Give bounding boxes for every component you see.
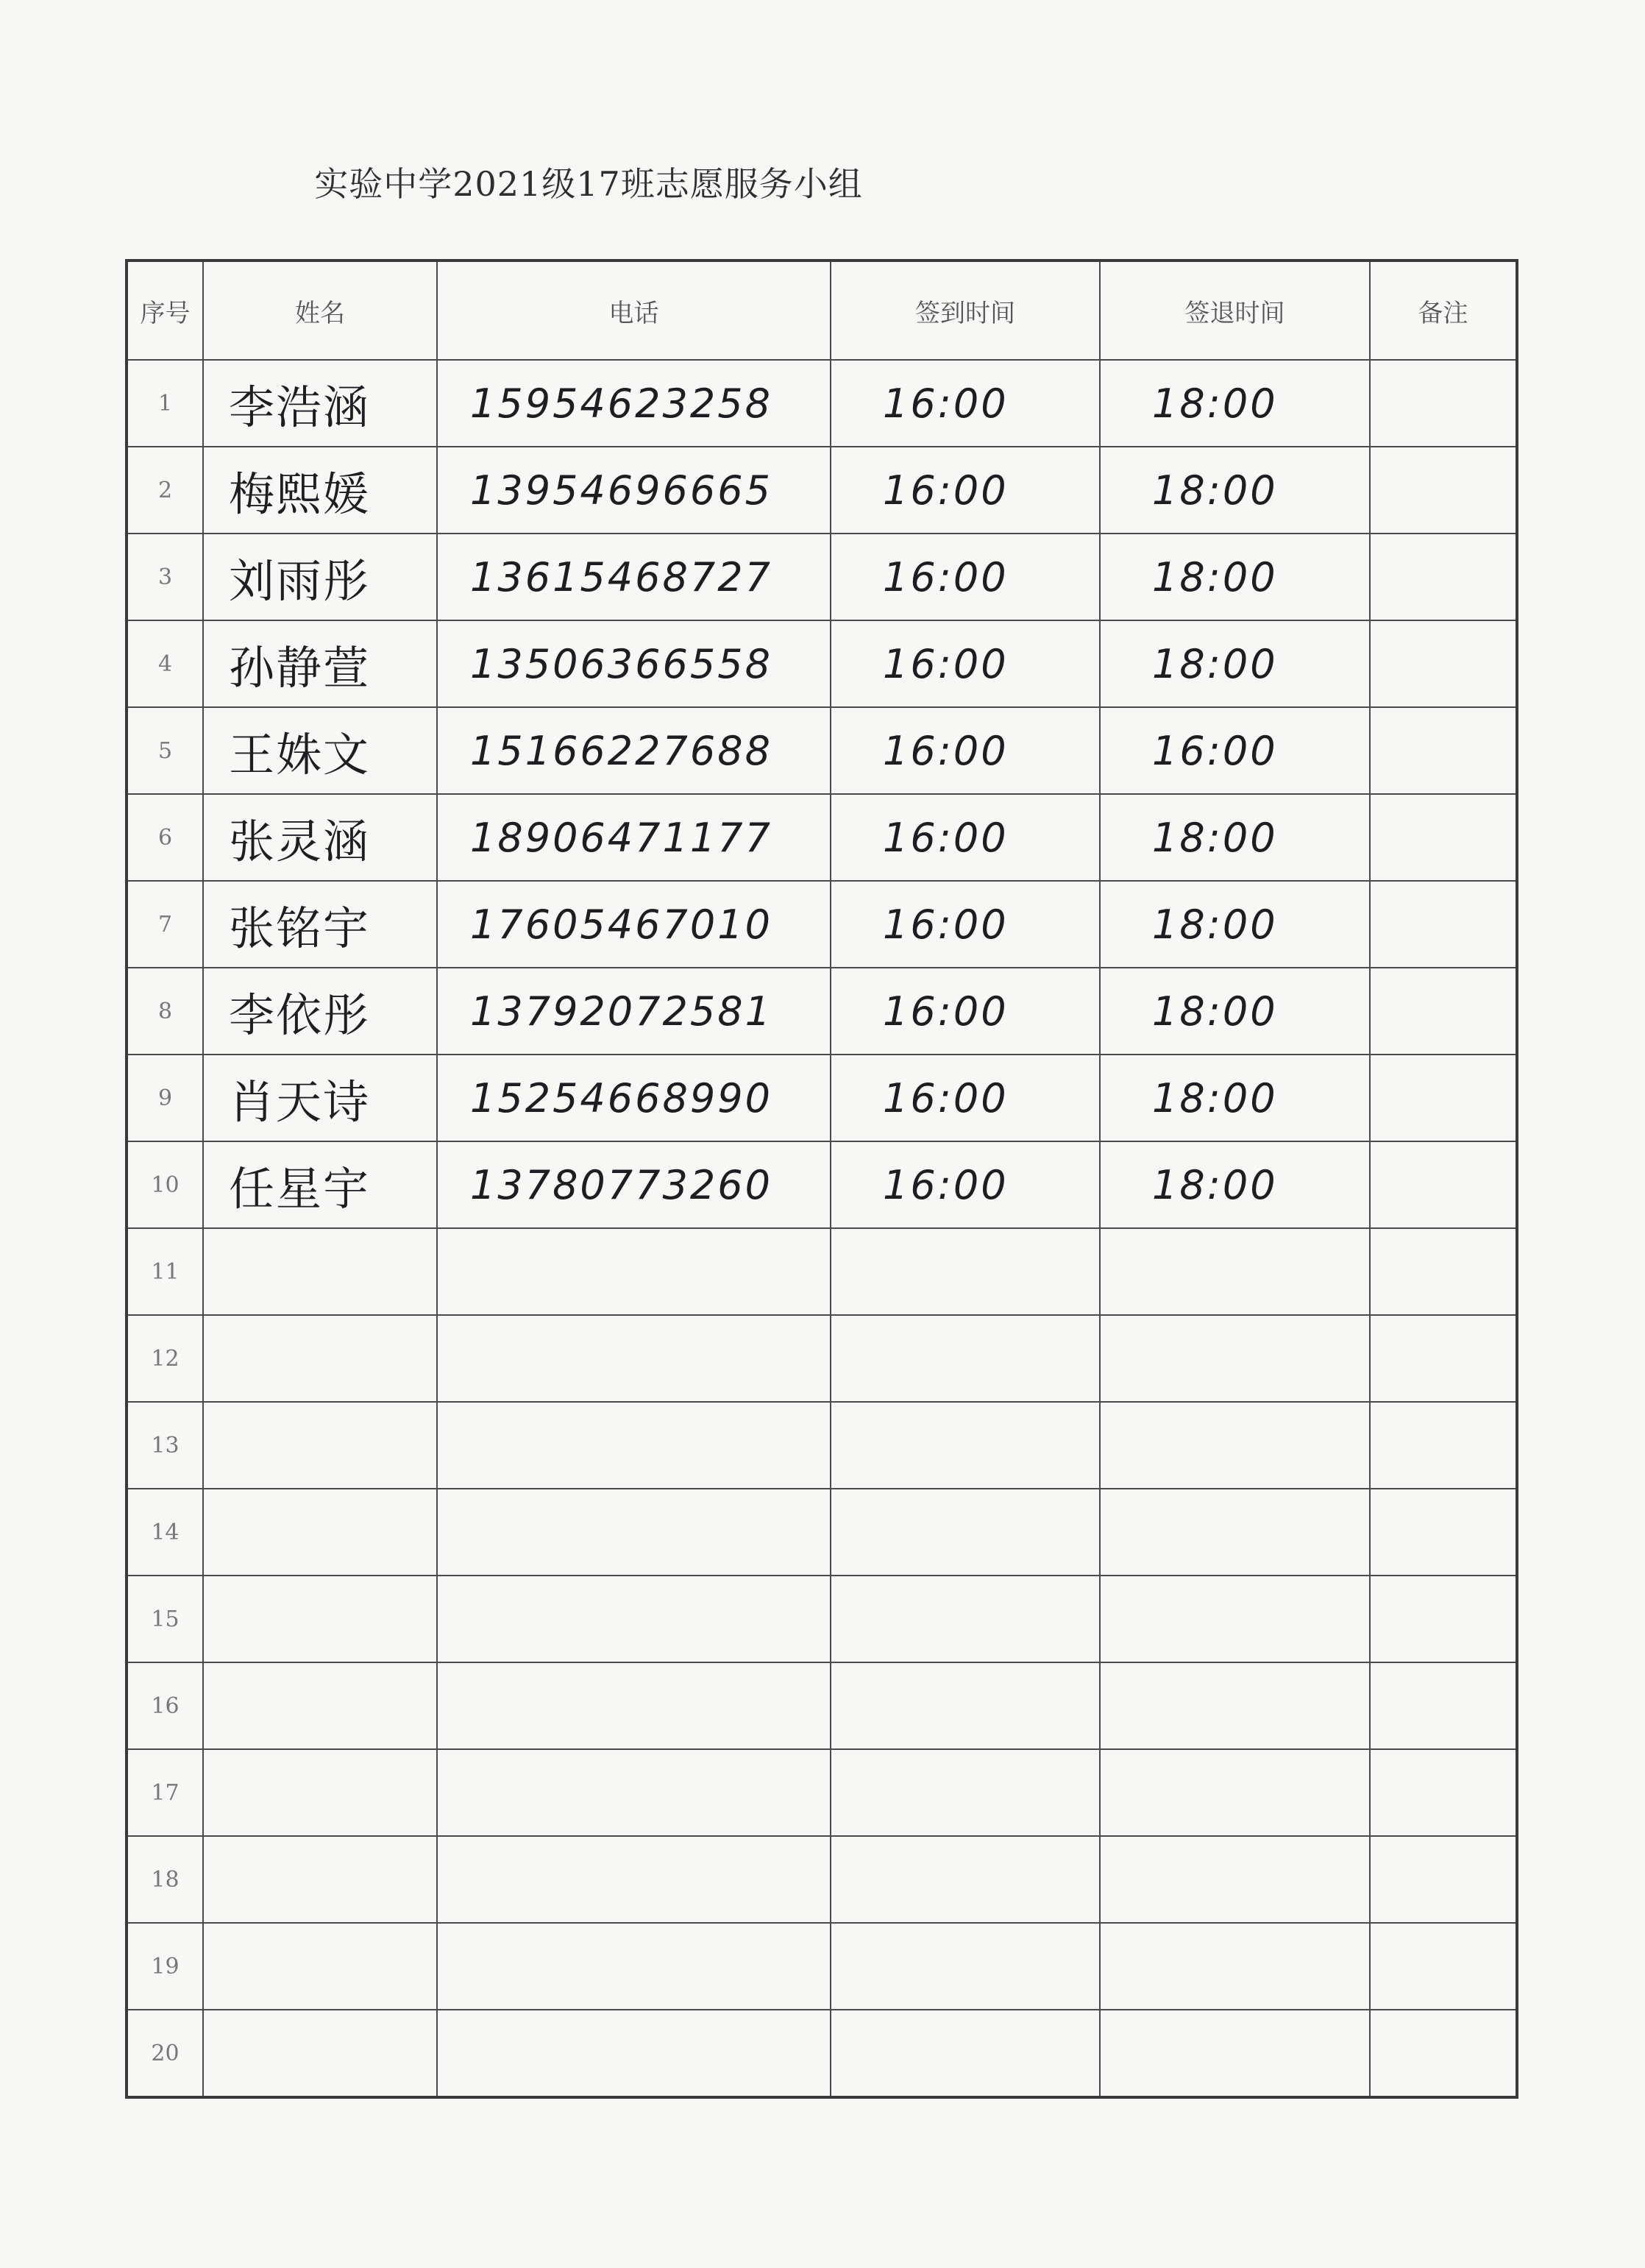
row-index: 20 [127,2010,203,2097]
phone-cell: 15254668990 [437,1055,831,1141]
name-cell: 任星宇 [203,1141,437,1228]
phone-cell: 13780773260 [437,1141,831,1228]
row-index: 12 [127,1315,203,1402]
name-cell [203,1402,437,1489]
phone-cell [437,1489,831,1576]
table-row [127,1836,1517,1923]
sign-out-time-cell: 18:00 [1100,1055,1370,1141]
note-cell [1370,1489,1517,1576]
phone-cell: 13954696665 [437,447,831,534]
phone-cell [437,2010,831,2097]
column-header-name: 姓名 [203,261,437,360]
name-cell [203,1923,437,2010]
sign-out-time-cell [1100,1402,1370,1489]
table-row [127,447,1517,534]
row-index: 5 [127,707,203,794]
column-header-index: 序号 [127,261,203,360]
sign-in-time-cell [831,1836,1100,1923]
sign-out-time-cell [1100,2010,1370,2097]
volunteer-sign-in-table [125,259,1518,2099]
phone-cell [437,1836,831,1923]
sign-out-time-cell: 18:00 [1100,1141,1370,1228]
sign-out-time-cell [1100,1315,1370,1402]
name-cell [203,2010,437,2097]
row-index: 7 [127,881,203,968]
phone-cell [437,1662,831,1749]
sign-out-time-cell: 18:00 [1100,794,1370,881]
row-index: 11 [127,1228,203,1315]
sign-in-time-cell: 16:00 [831,447,1100,534]
row-index: 6 [127,794,203,881]
note-cell [1370,1576,1517,1662]
table-row [127,534,1517,620]
sign-in-time-cell [831,1315,1100,1402]
note-cell [1370,1836,1517,1923]
sign-in-time-cell [831,1749,1100,1836]
sign-out-time-cell: 18:00 [1100,534,1370,620]
note-cell [1370,1662,1517,1749]
note-cell [1370,707,1517,794]
sign-out-time-cell: 18:00 [1100,881,1370,968]
table-row [127,360,1517,447]
sign-in-time-cell [831,1662,1100,1749]
phone-cell: 13506366558 [437,620,831,707]
row-index: 8 [127,968,203,1055]
sign-in-time-cell: 16:00 [831,707,1100,794]
phone-cell [437,1228,831,1315]
table-row [127,707,1517,794]
table-row [127,1923,1517,2010]
note-cell [1370,2010,1517,2097]
sign-in-time-cell: 16:00 [831,534,1100,620]
table-row [127,1662,1517,1749]
sign-in-time-cell [831,1576,1100,1662]
sign-in-time-cell: 16:00 [831,360,1100,447]
row-index: 13 [127,1402,203,1489]
phone-cell: 15954623258 [437,360,831,447]
note-cell [1370,794,1517,881]
name-cell: 李依彤 [203,968,437,1055]
table-row [127,1315,1517,1402]
phone-cell: 15166227688 [437,707,831,794]
table-row [127,2010,1517,2097]
header-row [127,261,1517,360]
sign-out-time-cell [1100,1489,1370,1576]
note-cell [1370,620,1517,707]
table-row [127,620,1517,707]
row-index: 15 [127,1576,203,1662]
name-cell [203,1749,437,1836]
phone-cell [437,1749,831,1836]
column-header-phone: 电话 [437,261,831,360]
table-row [127,1402,1517,1489]
note-cell [1370,534,1517,620]
sign-out-time-cell: 18:00 [1100,968,1370,1055]
sign-out-time-cell: 16:00 [1100,707,1370,794]
sign-in-time-cell: 16:00 [831,881,1100,968]
sign-in-time-cell [831,1489,1100,1576]
table-row [127,881,1517,968]
name-cell: 张灵涵 [203,794,437,881]
sign-out-time-cell [1100,1576,1370,1662]
table-row [127,968,1517,1055]
row-index: 4 [127,620,203,707]
sign-out-time-cell: 18:00 [1100,620,1370,707]
sign-in-time-cell [831,2010,1100,2097]
phone-cell: 17605467010 [437,881,831,968]
row-index: 17 [127,1749,203,1836]
note-cell [1370,881,1517,968]
table-body [127,360,1517,2097]
note-cell [1370,1228,1517,1315]
phone-cell: 13792072581 [437,968,831,1055]
column-header-note: 备注 [1370,261,1517,360]
note-cell [1370,1315,1517,1402]
sign-out-time-cell [1100,1749,1370,1836]
table-row [127,794,1517,881]
table-row [127,1228,1517,1315]
table-row [127,1055,1517,1141]
row-index: 2 [127,447,203,534]
note-cell [1370,447,1517,534]
row-index: 14 [127,1489,203,1576]
name-cell [203,1489,437,1576]
sign-in-time-cell [831,1228,1100,1315]
name-cell [203,1836,437,1923]
sign-in-time-cell [831,1402,1100,1489]
note-cell [1370,1749,1517,1836]
name-cell: 李浩涵 [203,360,437,447]
sign-out-time-cell [1100,1662,1370,1749]
sign-out-time-cell [1100,1228,1370,1315]
row-index: 3 [127,534,203,620]
row-index: 16 [127,1662,203,1749]
row-index: 1 [127,360,203,447]
column-header-sign-out: 签退时间 [1100,261,1370,360]
name-cell: 肖天诗 [203,1055,437,1141]
sign-in-time-cell: 16:00 [831,1141,1100,1228]
table-row [127,1141,1517,1228]
name-cell: 王姝文 [203,707,437,794]
phone-cell: 13615468727 [437,534,831,620]
table-row [127,1489,1517,1576]
row-index: 10 [127,1141,203,1228]
sign-out-time-cell: 18:00 [1100,360,1370,447]
note-cell [1370,1923,1517,2010]
name-cell: 梅熙媛 [203,447,437,534]
sign-in-time-cell: 16:00 [831,620,1100,707]
row-index: 9 [127,1055,203,1141]
row-index: 19 [127,1923,203,2010]
phone-cell [437,1923,831,2010]
note-cell [1370,1402,1517,1489]
sign-out-time-cell [1100,1923,1370,2010]
table-row [127,1749,1517,1836]
sign-in-time-cell [831,1923,1100,2010]
page-title: 实验中学2021级17班志愿服务小组 [314,164,863,204]
sign-in-time-cell: 16:00 [831,1055,1100,1141]
phone-cell [437,1315,831,1402]
name-cell: 孙静萱 [203,620,437,707]
name-cell [203,1576,437,1662]
column-header-sign-in: 签到时间 [831,261,1100,360]
sign-out-time-cell: 18:00 [1100,447,1370,534]
name-cell: 刘雨彤 [203,534,437,620]
note-cell [1370,968,1517,1055]
phone-cell [437,1576,831,1662]
note-cell [1370,1141,1517,1228]
name-cell [203,1662,437,1749]
sign-in-time-cell: 16:00 [831,968,1100,1055]
phone-cell [437,1402,831,1489]
name-cell [203,1315,437,1402]
sign-in-time-cell: 16:00 [831,794,1100,881]
sign-out-time-cell [1100,1836,1370,1923]
note-cell [1370,360,1517,447]
table-row [127,1576,1517,1662]
note-cell [1370,1055,1517,1141]
row-index: 18 [127,1836,203,1923]
name-cell [203,1228,437,1315]
phone-cell: 18906471177 [437,794,831,881]
name-cell: 张铭宇 [203,881,437,968]
